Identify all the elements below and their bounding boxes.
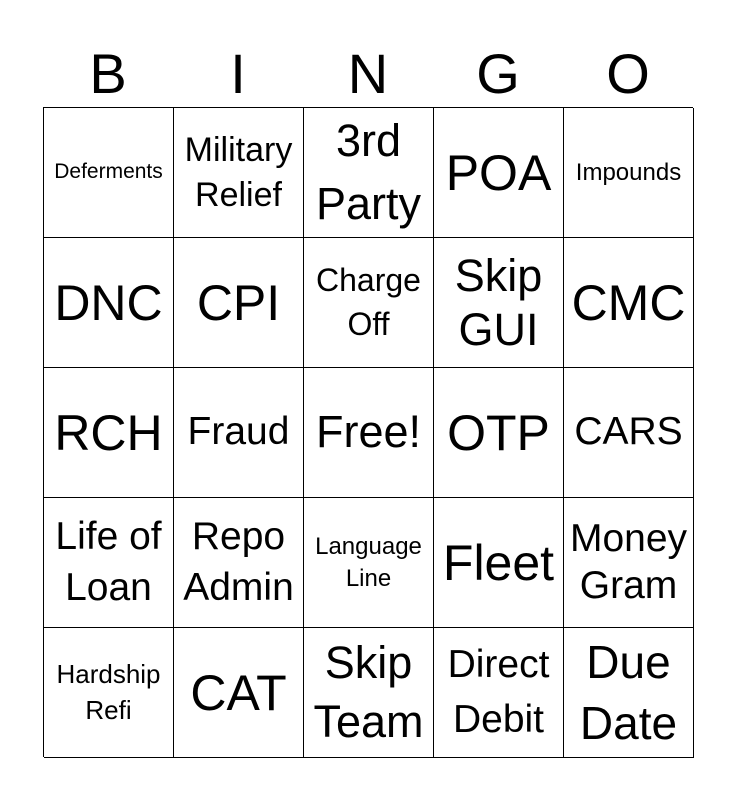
bingo-cell[interactable] [174, 368, 304, 498]
cell-label: RCH [54, 404, 163, 461]
cell-label: POA [445, 144, 552, 201]
bingo-cell[interactable] [434, 628, 564, 758]
cell-label: OTP [447, 404, 550, 461]
bingo-cell[interactable] [44, 108, 174, 238]
bingo-cell[interactable] [44, 238, 174, 368]
cell-label: Hardship Refi [56, 659, 161, 725]
cell-label: Life of Loan [55, 514, 162, 609]
bingo-board [43, 107, 693, 757]
cell-label: Repo Admin [183, 514, 294, 609]
bingo-cell[interactable] [44, 628, 174, 758]
cell-label: Direct Debit [447, 642, 550, 741]
cell-label: Due Date [579, 635, 678, 749]
cell-label: DNC [54, 274, 163, 331]
cell-label: Fleet [442, 534, 555, 591]
cell-label: Deferments [54, 160, 163, 184]
header-letter-o: O [606, 42, 650, 105]
bingo-cell[interactable] [564, 628, 694, 758]
header-letter-b: B [89, 42, 127, 105]
bingo-cell[interactable] [434, 498, 564, 628]
bingo-cell[interactable] [304, 498, 434, 628]
bingo-cell[interactable] [44, 368, 174, 498]
cell-label: CARS [574, 410, 683, 454]
cell-label: Money Gram [569, 517, 688, 607]
bingo-cell[interactable] [174, 498, 304, 628]
cell-label: CAT [190, 664, 287, 721]
bingo-cell[interactable] [434, 108, 564, 238]
bingo-cell[interactable] [434, 368, 564, 498]
bingo-cell[interactable] [564, 108, 694, 238]
bingo-cell[interactable] [304, 628, 434, 758]
cell-label: CMC [571, 274, 686, 331]
bingo-cell[interactable] [434, 238, 564, 368]
bingo-cell[interactable] [304, 368, 434, 498]
cell-label: 3rd Party [315, 115, 422, 229]
cell-label: Free! [315, 406, 422, 458]
bingo-cell[interactable] [174, 238, 304, 368]
cell-label: Impounds [575, 158, 682, 186]
header-letter-n: N [347, 42, 389, 105]
bingo-cell[interactable] [304, 238, 434, 368]
cell-label: CPI [196, 274, 281, 331]
bingo-cell[interactable] [304, 108, 434, 238]
bingo-header [43, 42, 693, 106]
cell-label: Skip Team [313, 637, 424, 747]
cell-label: Charge Off [316, 262, 421, 342]
header-letter-g: G [476, 42, 520, 105]
bingo-cell[interactable] [44, 498, 174, 628]
bingo-cell[interactable] [564, 368, 694, 498]
header-letter-i: I [230, 42, 246, 105]
bingo-cell[interactable] [174, 628, 304, 758]
bingo-cell[interactable] [564, 238, 694, 368]
cell-label: Fraud [187, 410, 290, 454]
cell-label: Language Line [315, 533, 422, 592]
bingo-cell[interactable] [174, 108, 304, 238]
bingo-cell[interactable] [564, 498, 694, 628]
cell-label: Military Relief [184, 131, 293, 214]
cell-label: Skip GUI [454, 249, 543, 355]
